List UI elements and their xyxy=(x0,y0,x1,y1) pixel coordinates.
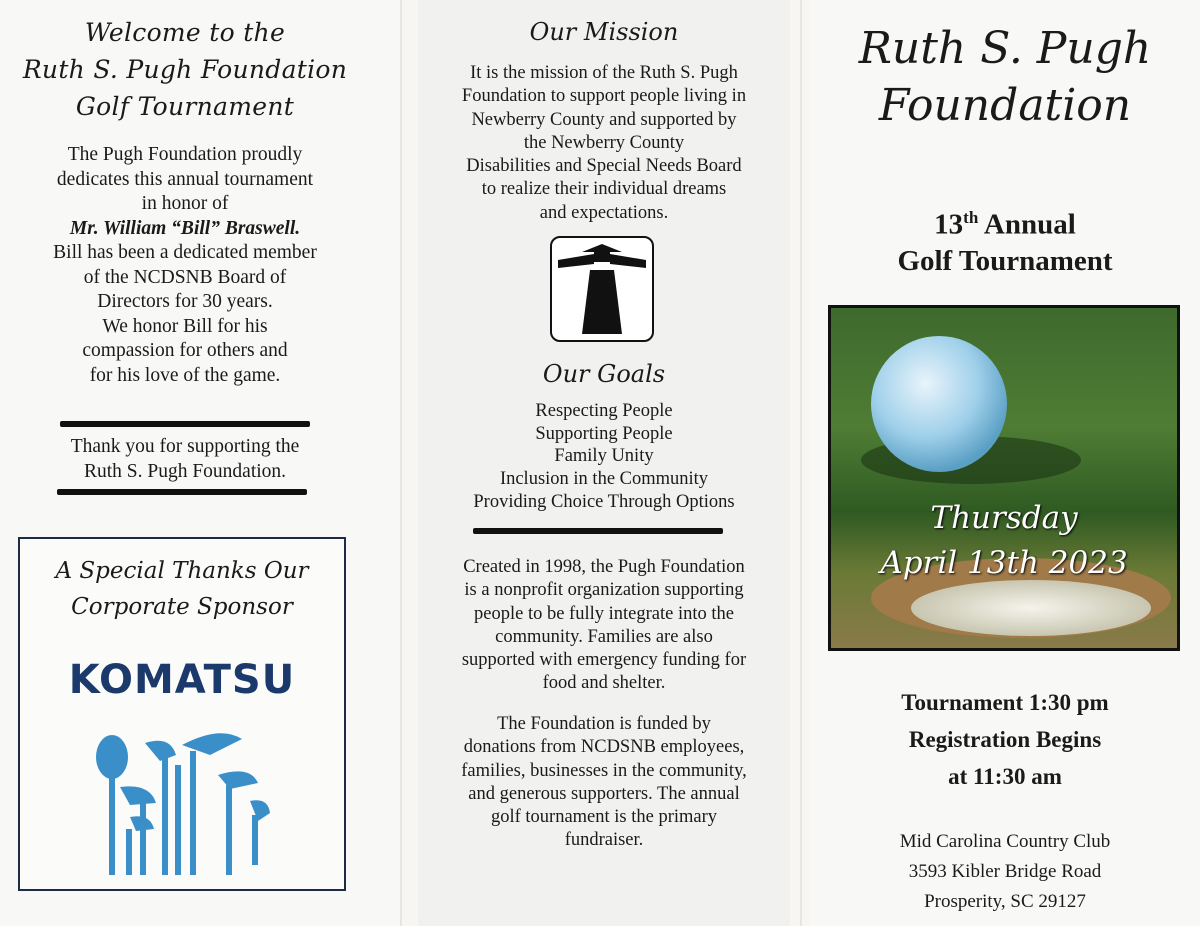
mission-line: Disabilities and Special Needs Board xyxy=(466,156,742,177)
tournament-label: Golf Tournament xyxy=(897,244,1113,277)
mission-heading: Our Mission xyxy=(529,18,679,46)
lighthouse-icon xyxy=(550,236,654,342)
sponsor-title-line: Corporate Sponsor xyxy=(71,594,293,620)
funded-text xyxy=(418,713,790,853)
funded-line: golf tournament is the primary xyxy=(490,807,718,828)
created-text xyxy=(418,556,790,696)
mission-text xyxy=(418,62,790,225)
schedule-times xyxy=(810,684,1200,795)
dedication-line: in honor of xyxy=(141,193,229,214)
funded-line: families, businesses in the community, xyxy=(461,760,747,781)
fold-line xyxy=(400,0,402,926)
dedication-text xyxy=(0,143,370,388)
mission-line: Newberry County and supported by xyxy=(471,109,737,130)
event-full-date: April 13th 2023 xyxy=(880,545,1128,581)
bio-line: Directors for 30 years. xyxy=(97,291,273,312)
golf-ball-icon xyxy=(831,308,1177,648)
thanks-line: Thank you for supporting the xyxy=(70,436,300,457)
mission-line: and expectations. xyxy=(539,202,669,223)
org-title-line: Ruth S. Pugh xyxy=(858,23,1152,74)
bio-line: for his love of the game. xyxy=(89,364,281,386)
goals-heading: Our Goals xyxy=(542,360,666,388)
goals-list xyxy=(418,400,790,514)
venue-address xyxy=(810,827,1200,917)
divider-rule xyxy=(473,528,723,534)
created-line: food and shelter. xyxy=(542,673,666,694)
funded-line: and generous supporters. The annual xyxy=(468,783,740,804)
created-line: Created in 1998, the Pugh Foundation xyxy=(463,557,745,577)
funded-line: fundraiser. xyxy=(564,830,644,851)
created-line: community. Families are also xyxy=(495,626,713,647)
sponsor-box xyxy=(18,537,346,891)
welcome-line: Golf Tournament xyxy=(75,92,295,121)
mission-line: Foundation to support people living in xyxy=(461,86,747,107)
venue-line: Mid Carolina Country Club xyxy=(899,831,1111,852)
org-title-line: Foundation xyxy=(878,80,1132,131)
annual-heading xyxy=(810,200,1200,279)
dedication-line: dedicates this annual tournament xyxy=(56,168,314,190)
mission-line: to realize their individual dreams xyxy=(481,179,727,200)
annual-word: Annual xyxy=(978,208,1076,241)
annual-suffix: th xyxy=(963,208,979,227)
event-date xyxy=(831,496,1177,586)
thanks-line: Ruth S. Pugh Foundation. xyxy=(83,461,287,482)
welcome-heading xyxy=(0,14,370,125)
schedule-line: at 11:30 am xyxy=(948,764,1062,789)
golf-ball-photo xyxy=(828,305,1180,651)
funded-line: donations from NCDSNB employees, xyxy=(463,737,745,758)
dedication-line: The Pugh Foundation proudly xyxy=(67,144,303,165)
honoree-name: Mr. William “Bill” Braswell. xyxy=(69,217,301,239)
sponsor-title xyxy=(20,553,344,625)
mission-line: It is the mission of the Ruth S. Pugh xyxy=(470,63,738,83)
organization-title xyxy=(810,20,1200,134)
goal-item: Supporting People xyxy=(535,423,673,444)
goal-item: Respecting People xyxy=(535,401,673,421)
divider-rule xyxy=(60,421,310,427)
schedule-line: Registration Begins xyxy=(908,727,1102,752)
thanks-text xyxy=(0,434,370,484)
venue-line: Prosperity, SC 29127 xyxy=(924,891,1086,912)
goal-item: Inclusion in the Community xyxy=(499,469,709,490)
fold-line xyxy=(800,0,802,926)
sponsor-title-line: A Special Thanks Our xyxy=(55,558,309,584)
created-line: supported with emergency funding for xyxy=(461,650,747,671)
goal-item: Family Unity xyxy=(554,446,654,467)
mission-line: the Newberry County xyxy=(523,132,685,153)
welcome-line: Welcome to the xyxy=(84,18,286,47)
middle-panel xyxy=(418,0,790,926)
golf-clubs-icon xyxy=(90,725,280,875)
bio-line: We honor Bill for his xyxy=(102,315,268,337)
goal-item: Providing Choice Through Options xyxy=(473,491,735,512)
right-panel xyxy=(810,0,1200,926)
venue-line: 3593 Kibler Bridge Road xyxy=(908,861,1102,882)
komatsu-logo: KOMATSU xyxy=(68,657,296,703)
funded-line: The Foundation is funded by xyxy=(497,714,711,734)
divider-rule xyxy=(57,489,307,495)
created-line: people to be fully integrate into the xyxy=(474,603,734,624)
left-panel xyxy=(0,0,400,926)
annual-number: 13 xyxy=(934,208,964,241)
event-day: Thursday xyxy=(930,500,1078,536)
bio-line: compassion for others and xyxy=(82,340,288,361)
welcome-line: Ruth S. Pugh Foundation xyxy=(22,55,348,84)
schedule-line: Tournament 1:30 pm xyxy=(901,690,1109,715)
created-line: is a nonprofit organization supporting xyxy=(464,580,744,601)
bio-line: Bill has been a dedicated member xyxy=(53,242,317,263)
bio-line: of the NCDSNB Board of xyxy=(83,266,287,288)
